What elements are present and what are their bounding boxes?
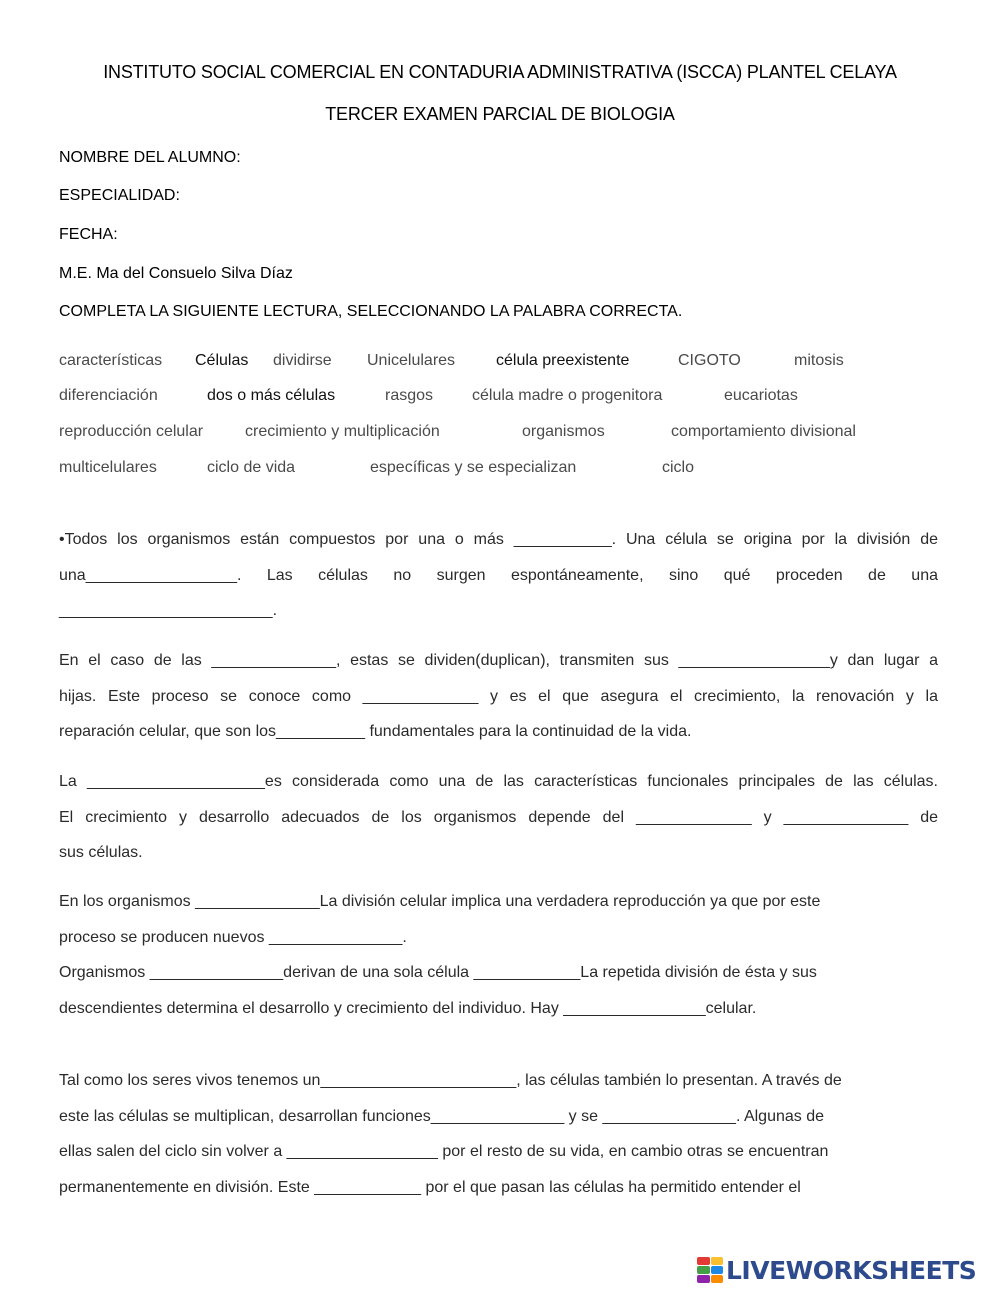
paragraph-line: proceso se producen nuevos _______________. [59,928,407,946]
paragraph-line: ________________________. [59,602,278,619]
paragraph-line: reparación celular, que son los__________ fundamentales para la continuidad de la vida. [59,723,692,740]
instruction-text: COMPLETA LA SIGUIENTE LECTURA, SELECCIONANDO LA PALABRA CORRECTA. [59,303,683,320]
paragraph-line: Tal como los seres vivos tenemos un______________________, las células también lo presentan. A través de [59,1072,842,1089]
paragraph-line: La ____________________es considerada como una de las características funcionales principales de las células. [59,773,938,790]
word-bank-item: célula preexistente [496,352,630,369]
student-name-label: NOMBRE DEL ALUMNO: [59,149,241,166]
liveworksheets-logo [697,1255,976,1285]
paragraph-line: En los organismos ______________La división celular implica una verdadera reproducción ya que por este [59,893,821,910]
paragraph-cell-cycle [59,1063,938,1205]
word-bank-item: dos o más células [207,387,336,404]
teacher-name: M.E. Ma del Consuelo Silva Díaz [59,265,293,282]
date-label: FECHA: [59,226,118,243]
word-bank-item: dividirse [273,352,332,369]
word-bank-item: mitosis [794,352,844,369]
word-bank-item: comportamiento divisional [671,423,856,440]
word-bank-item: multicelulares [59,459,157,476]
word-bank-item: rasgos [385,387,434,404]
paragraph-line: descendientes determina el desarrollo y crecimiento del individuo. Hay ________________celular. [59,999,757,1017]
paragraph-line: ellas salen del ciclo sin volver a _________________ por el resto de su vida, en cambio otras se encuentran [59,1143,829,1160]
word-bank-item: ciclo [662,459,695,476]
exam-title: TERCER EXAMEN PARCIAL DE BIOLOGIA [325,104,675,124]
word-bank-item: crecimiento y multiplicación [245,423,440,440]
paragraph-cell-origin [59,522,938,629]
paragraph-line: hijas. Este proceso se conoce como _____________ y es el que asegura el crecimiento, la renovación y la [59,687,938,705]
paragraph-line: Organismos _______________derivan de una sola célula ____________La repetida división de ésta y sus [59,964,817,981]
paragraph-reproduction [59,764,938,871]
word-bank-item: características [59,352,163,369]
paragraph-eukaryotes [59,643,938,750]
paragraph-line: una_________________. Las células no surgen espontáneamente, sino qué proceden de una [59,566,938,584]
specialty-label: ESPECIALIDAD: [59,187,180,204]
paragraph-line: En el caso de las ______________, estas se dividen(duplican), transmiten sus _________________y dan lugar a [59,652,938,669]
paragraph-line: •Todos los organismos están compuestos por una o más ___________. Una célula se origina por la división de [59,531,938,548]
paragraph-organisms [59,884,938,1026]
paragraph-line: El crecimiento y desarrollo adecuados de los organismos depende del _____________ y ______________ de [59,808,938,826]
word-bank-item: CIGOTO [678,352,741,369]
word-bank-item: organismos [522,423,605,440]
institution-title: INSTITUTO SOCIAL COMERCIAL EN CONTADURIA ADMINISTRATIVA (ISCCA) PLANTEL CELAYA [103,62,897,82]
liveworksheets-badge-icon [697,1257,723,1283]
word-bank-item: reproducción celular [59,423,204,440]
word-bank-item: diferenciación [59,387,158,404]
word-bank-item: ciclo de vida [207,459,296,476]
word-bank-item: Unicelulares [367,352,456,369]
paragraph-line: este las células se multiplican, desarrollan funciones_______________ y se _______________. Algunas de [59,1107,825,1125]
liveworksheets-logo-text: LIVEWORKSHEETS [726,1255,977,1285]
paragraph-line: permanentemente en división. Este ____________ por el que pasan las células ha permitido entender el [59,1178,801,1196]
word-bank-item: eucariotas [724,387,798,404]
word-bank-item: Células [195,352,249,369]
word-bank-item: célula madre o progenitora [472,387,663,404]
paragraph-line: sus células. [59,844,143,861]
word-bank-item: específicas y se especializan [370,459,577,476]
